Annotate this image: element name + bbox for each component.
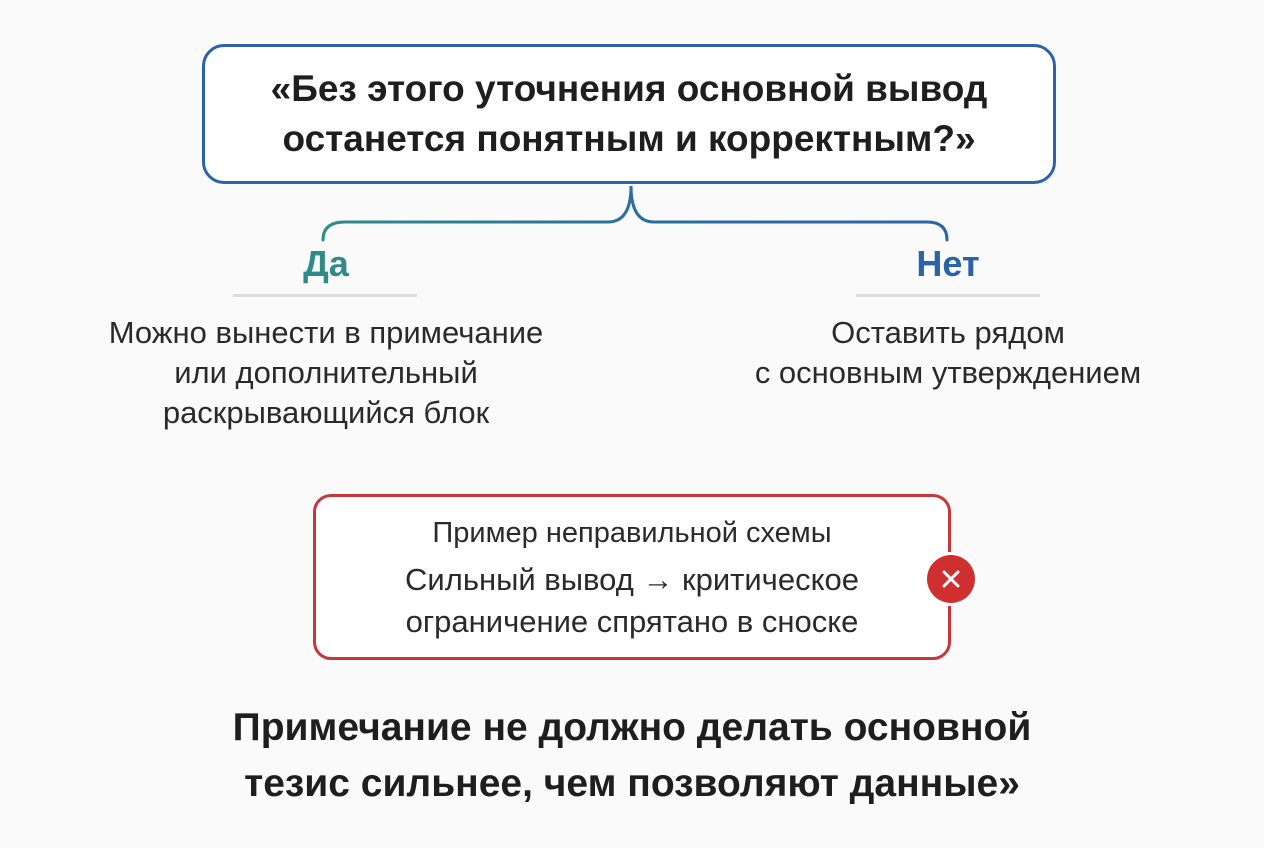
wrong-example-body: [316, 559, 948, 643]
branch-yes-line-1: Можно вынести в примечание: [108, 315, 544, 350]
branch-no-line-1: Оставить рядом: [831, 315, 1065, 350]
branch-no-divider: [856, 294, 1040, 297]
conclusion-line-1: Примечание не должно делать основной: [232, 706, 1032, 749]
wrong-example-line-2: ограничение спрятано в сноске: [405, 604, 859, 639]
branch-yes-title: Да: [303, 243, 349, 284]
question-line-1: «Без этого уточнения основной вывод: [270, 68, 988, 109]
branch-yes-line-2: или дополнительный: [174, 355, 478, 390]
wrong-example-heading: Пример неправильной схемы: [432, 517, 832, 549]
wrong-example-box: [313, 494, 951, 660]
x-mark-icon: [927, 555, 975, 603]
conclusion-text: [0, 700, 1264, 812]
branch-yes-description: [26, 313, 626, 433]
branch-yes-line-3: раскрывающийся блок: [162, 395, 490, 430]
branch-no-line-2: с основным утверждением: [754, 355, 1142, 390]
x-mark-glyph: [939, 567, 963, 591]
wrong-example-line-1: Сильный вывод → критическое: [405, 562, 859, 597]
branch-no-title: Нет: [916, 243, 980, 284]
branch-connector: [0, 0, 1264, 260]
branch-no-description: [648, 313, 1248, 393]
branch-yes-divider: [233, 294, 417, 297]
conclusion-line-2: тезис сильнее, чем позволяют данные»: [244, 762, 1020, 805]
question-line-2: останется понятным и корректным?»: [282, 118, 976, 159]
